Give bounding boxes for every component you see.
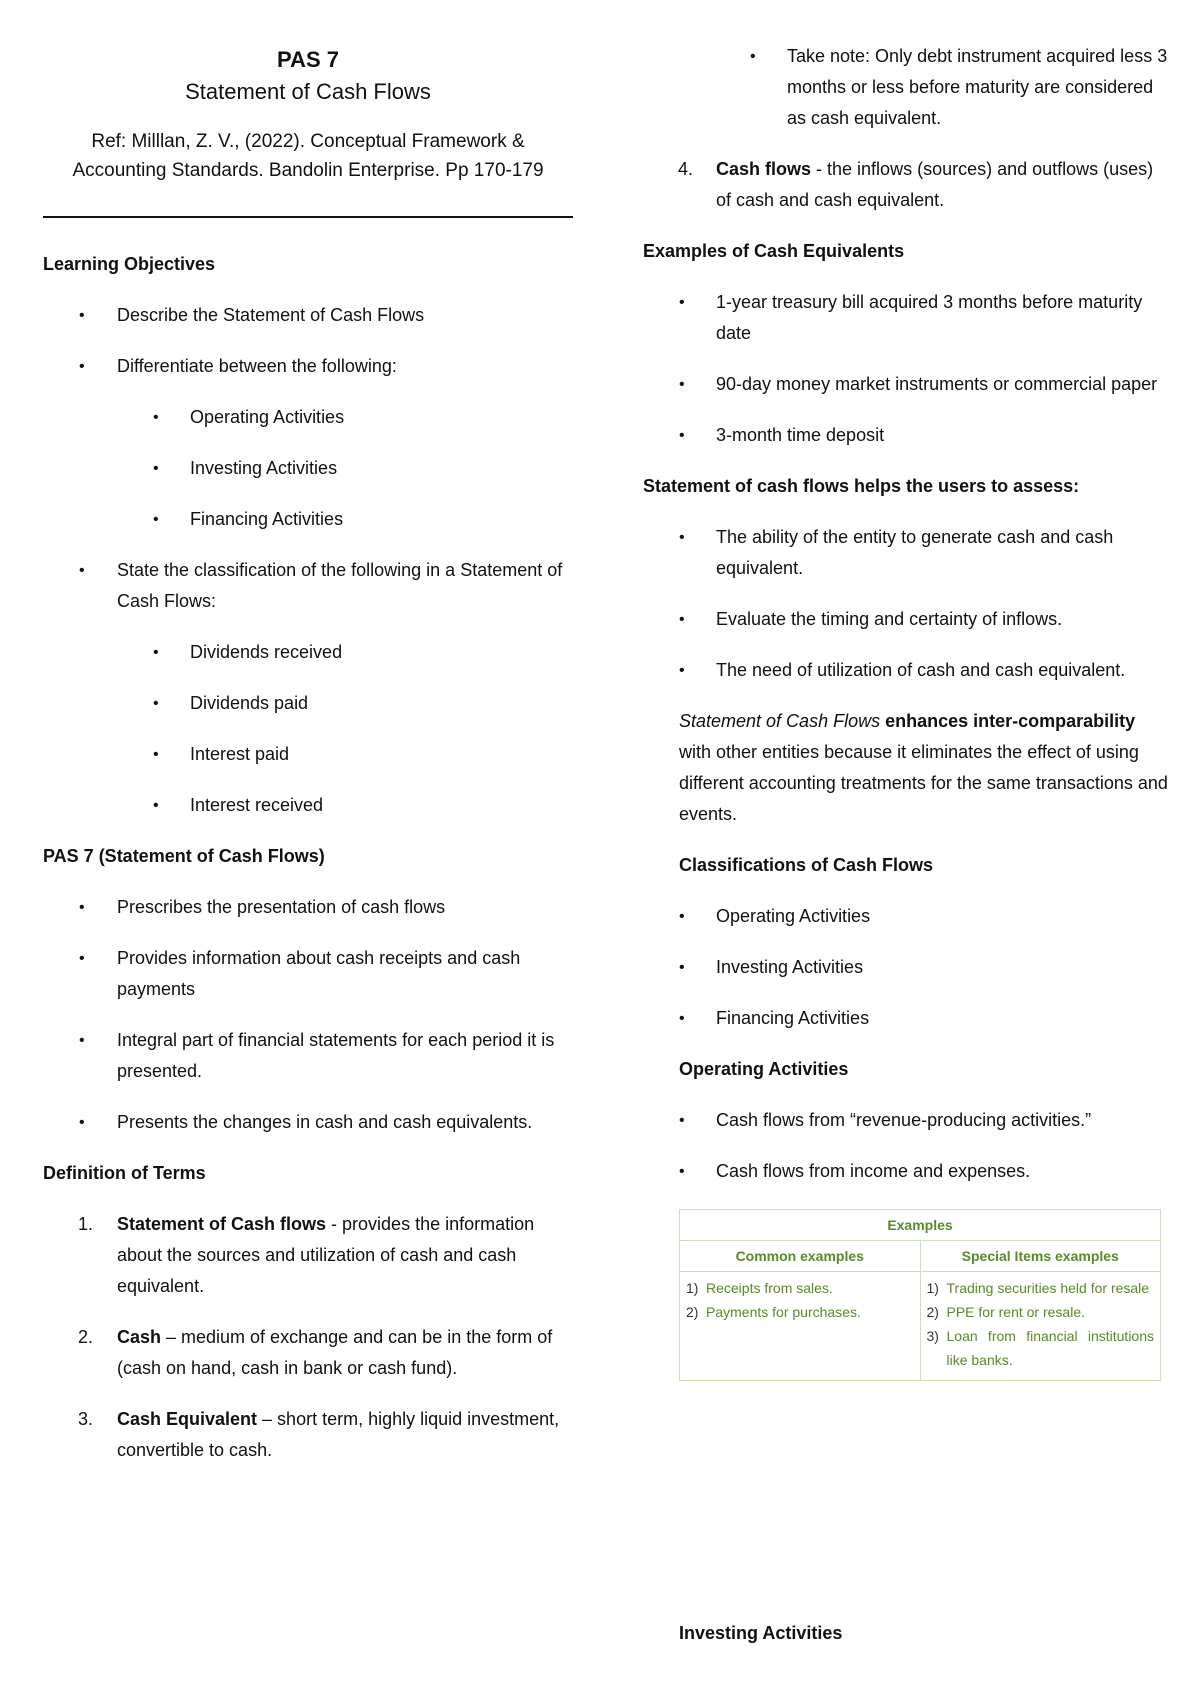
list-item: • Dividends received [43,637,573,668]
comparability-paragraph [643,706,1168,830]
examples-table [679,1209,1161,1381]
table-list-item [927,1276,1155,1300]
list-item: • Financing Activities [43,504,573,535]
list-item: • The ability of the entity to generate cash and cash equivalent. [643,522,1168,584]
assess-list [643,522,1168,686]
table-list-item [927,1324,1155,1372]
list-item: • Presents the changes in cash and cash equivalents. [43,1107,573,1138]
list-item: • 90-day money market instruments or commercial paper [643,369,1168,400]
definitions-list-continued [643,154,1168,216]
definition-text: – short term, highly liquid investment, convertible to cash. [117,1409,560,1460]
list-item: • Cash flows from “revenue-producing activities.” [643,1105,1168,1136]
item-text: PPE for rent or resale. [946,1304,1086,1320]
item-text: Loan from financial institutions like banks. [946,1328,1154,1368]
definitions-list [43,1209,573,1466]
list-number: 2. [78,1327,94,1347]
column-header-common: Common examples [680,1241,921,1272]
divider [43,216,573,218]
list-number: 2) [926,1304,939,1320]
list-item: • State the classification of the following in a Statement of Cash Flows: [43,555,573,617]
definition-item [643,154,1168,216]
list-number: 3) [926,1328,939,1344]
pas7-list [43,892,573,1138]
item-text: Trading securities held for resale [946,1280,1150,1296]
cash-equivalent-examples-list [643,287,1168,451]
column-header-special: Special Items examples [920,1241,1161,1272]
cash-equivalent-examples-heading: Examples of Cash Equivalents [643,241,905,261]
definition-term: Cash flows [716,159,812,179]
list-number: 1. [78,1214,94,1234]
left-column [43,0,573,1466]
operating-list [643,1105,1168,1187]
classifications-heading: Classifications of Cash Flows [679,855,934,875]
list-item: • Financing Activities [643,1003,1168,1034]
list-item: • Describe the Statement of Cash Flows [43,300,573,331]
definition-term: Statement of Cash flows [117,1214,327,1234]
list-number: 2) [686,1304,699,1320]
assess-heading: Statement of cash flows helps the users to assess: [643,476,1080,496]
comparability-italic: Statement of Cash Flows [679,711,881,731]
list-item: • Provides information about cash receipts and cash payments [43,943,573,1005]
examples-table-title: Examples [680,1210,1161,1241]
definitions-heading: Definition of Terms [43,1163,206,1183]
list-item: • Investing Activities [43,453,573,484]
item-text: Payments for purchases. [706,1304,861,1320]
table-list-item [686,1300,914,1324]
note-list [643,41,1168,134]
definition-item [43,1209,573,1302]
definition-term: Cash Equivalent [117,1409,258,1429]
special-examples-list [927,1276,1155,1372]
list-item: • Interest paid [43,739,573,770]
list-item: • Interest received [43,790,573,821]
definition-term: Cash [117,1327,162,1347]
list-item: • Evaluate the timing and certainty of inflows. [643,604,1168,635]
list-item: • Investing Activities [643,952,1168,983]
list-item: • Operating Activities [643,901,1168,932]
definition-item [43,1322,573,1384]
page-subtitle: Statement of Cash Flows [185,79,431,104]
page-title: PAS 7 [277,47,339,72]
list-item: • Integral part of financial statements for each period it is presented. [43,1025,573,1087]
list-item: • Cash flows from income and expenses. [643,1156,1168,1187]
list-item: • Differentiate between the following: [43,351,573,382]
item-text: Receipts from sales. [706,1280,833,1296]
title-block [43,0,573,185]
list-item: • The need of utilization of cash and cash equivalent. [643,655,1168,686]
list-item: • Prescribes the presentation of cash flows [43,892,573,923]
note-item: • Take note: Only debt instrument acquired less 3 months or less before maturity are considered as cash equivalent. [643,41,1168,134]
list-item: • 3-month time deposit [643,420,1168,451]
definition-text: - provides the information about the sources and utilization of cash and cash equivalent. [117,1214,535,1296]
classifications-list [643,901,1168,1034]
list-item: • 1-year treasury bill acquired 3 months before maturity date [643,287,1168,349]
table-list-item [927,1300,1155,1324]
list-item: • Operating Activities [43,402,573,433]
investing-heading: Investing Activities [679,1623,843,1643]
reference: Ref: Milllan, Z. V., (2022). Conceptual Framework & Accounting Standards. Bandolin Enterprise. Pp 170-179 [72,131,544,181]
definition-text: – medium of exchange and can be in the form of (cash on hand, cash in bank or cash fund). [117,1327,553,1378]
common-examples-cell [680,1272,921,1381]
list-number: 1) [686,1280,699,1296]
pas7-heading: PAS 7 (Statement of Cash Flows) [43,846,325,866]
list-number: 1) [926,1280,939,1296]
definition-text: - the inflows (sources) and outflows (uses) of cash and cash equivalent. [716,159,1154,210]
special-examples-cell [920,1272,1161,1381]
list-number: 4. [678,159,694,179]
list-item: • Dividends paid [43,688,573,719]
learning-objectives-heading: Learning Objectives [43,254,216,274]
definition-item [43,1404,573,1466]
learning-objectives-list [43,300,573,821]
operating-heading: Operating Activities [679,1059,849,1079]
common-examples-list [686,1276,914,1324]
table-list-item [686,1276,914,1300]
comparability-bold: enhances inter-comparability [880,711,1136,731]
comparability-text: with other entities because it eliminates the effect of using different accounting treatments for the same transactions and events. [679,742,1168,824]
list-number: 3. [78,1409,94,1429]
right-column [643,0,1168,1643]
